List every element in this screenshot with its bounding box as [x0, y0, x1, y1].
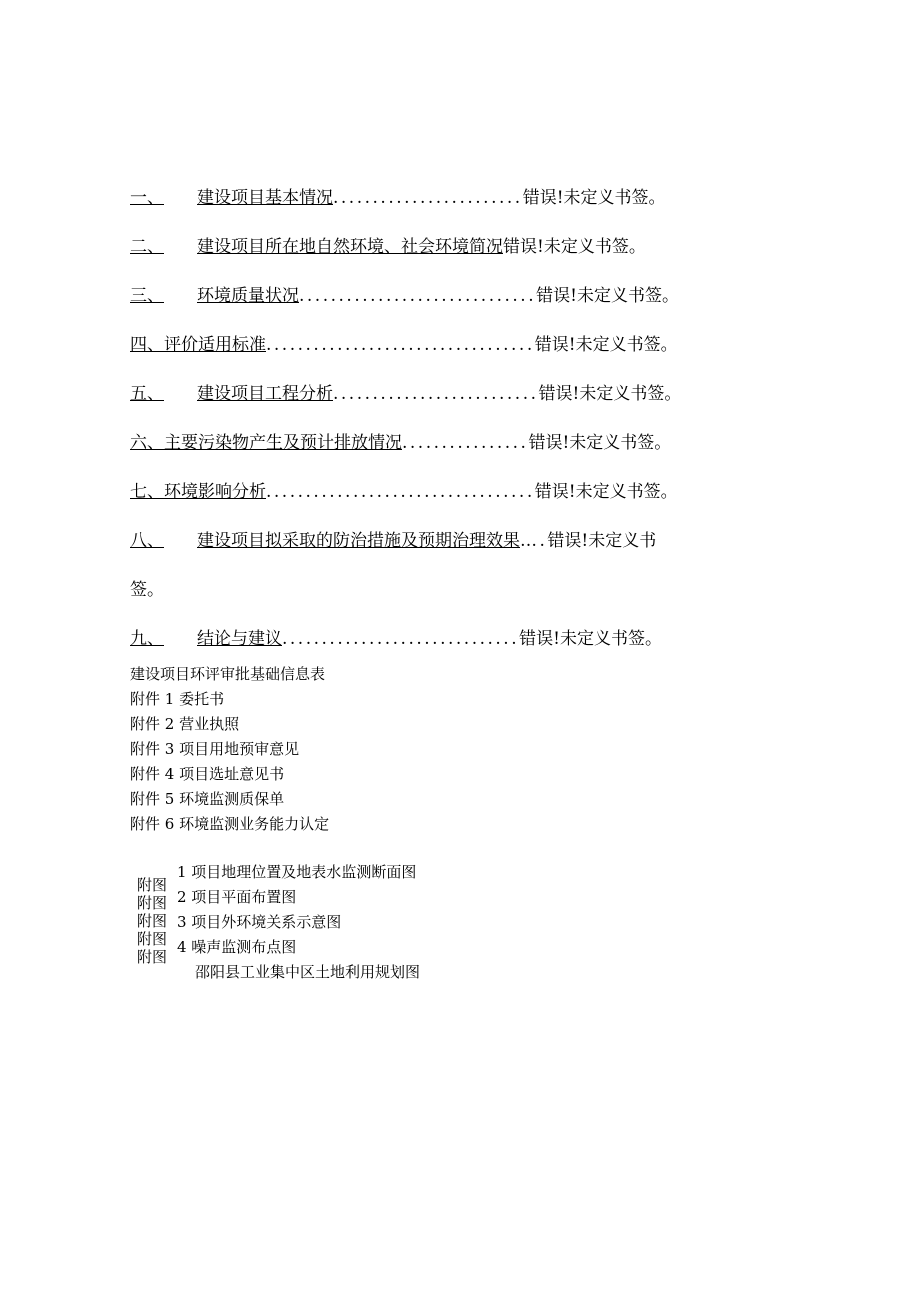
toc-page-ref: 错误!未定义书	[547, 531, 657, 551]
toc-entry-2[interactable]	[130, 232, 770, 281]
figure-item: 3 项目外环境关系示意图	[177, 913, 342, 931]
toc-title[interactable]: 结论与建议	[197, 629, 282, 649]
appendix-item: 建设项目环评审批基础信息表	[130, 665, 326, 683]
appendix-item: 附件 1 委托书	[130, 690, 225, 708]
figure-item: 4 噪声监测布点图	[177, 938, 297, 956]
toc-number: 九、	[130, 629, 164, 649]
toc-entry-4[interactable]	[130, 330, 770, 379]
table-of-contents	[130, 183, 770, 673]
toc-entry-5[interactable]	[130, 379, 770, 428]
toc-title[interactable]: 主要污染物产生及预计排放情况	[164, 433, 402, 453]
toc-number: 八、	[130, 531, 164, 551]
toc-leader: ..................................	[266, 482, 535, 502]
toc-number: 三、	[130, 286, 164, 306]
toc-leader: ..............................	[282, 629, 520, 649]
figure-label: 附图	[137, 930, 168, 948]
toc-leader: ................	[402, 433, 529, 453]
toc-number: 一、	[130, 188, 164, 208]
toc-number: 七、	[130, 482, 164, 502]
toc-title[interactable]: 建设项目工程分析	[197, 384, 333, 404]
toc-entry-8[interactable]	[130, 526, 770, 575]
toc-entry-1[interactable]	[130, 183, 770, 232]
toc-title[interactable]: 评价适用标准	[164, 335, 266, 355]
toc-title[interactable]: 环境影响分析	[164, 482, 266, 502]
toc-leader: ..........................	[333, 384, 539, 404]
toc-entry-6[interactable]	[130, 428, 770, 477]
toc-title[interactable]: 建设项目基本情况	[197, 188, 333, 208]
toc-leader: ........................	[333, 188, 523, 208]
toc-page-ref: 错误!未定义书签。	[538, 384, 682, 404]
toc-entry-3[interactable]	[130, 281, 770, 330]
toc-number: 二、	[130, 237, 164, 257]
appendix-list	[130, 662, 329, 837]
toc-title[interactable]: 环境质量状况	[197, 286, 299, 306]
toc-leader: ..................................	[266, 335, 535, 355]
toc-number: 四、	[130, 335, 164, 355]
toc-number: 五、	[130, 384, 164, 404]
figure-label: 附图	[137, 948, 168, 966]
toc-page-ref: 错误!未定义书签。	[522, 188, 666, 208]
toc-number: 六、	[130, 433, 164, 453]
appendix-item: 附件 3 项目用地预审意见	[130, 740, 300, 758]
toc-page-ref: 错误!未定义书签。	[519, 629, 662, 649]
figure-label: 附图	[137, 894, 168, 912]
appendix-item: 附件 6 环境监测业务能力认定	[130, 815, 330, 833]
toc-page-ref: 错误!未定义书签。	[528, 433, 672, 453]
toc-entry-8-continuation: 签。	[130, 580, 164, 600]
toc-page-ref: 错误!未定义书签。	[534, 335, 678, 355]
toc-leader: ….	[520, 531, 548, 551]
appendix-item: 附件 2 营业执照	[130, 715, 240, 733]
toc-page-ref: 错误!未定义书签。	[503, 237, 646, 257]
figure-item: 1 项目地理位置及地表水监测断面图	[177, 863, 417, 881]
figure-label: 附图	[137, 912, 168, 930]
figure-label: 附图	[137, 876, 168, 894]
figure-item: 邵阳县工业集中区土地利用规划图	[195, 963, 421, 981]
appendix-item: 附件 4 项目选址意见书	[130, 765, 285, 783]
toc-page-ref: 错误!未定义书签。	[536, 286, 679, 306]
toc-title[interactable]: 建设项目所在地自然环境、社会环境简况	[197, 237, 503, 257]
toc-title[interactable]: 建设项目拟采取的防治措施及预期治理效果	[197, 531, 520, 551]
toc-entry-7[interactable]	[130, 477, 770, 526]
appendix-item: 附件 5 环境监测质保单	[130, 790, 285, 808]
toc-leader: ..............................	[299, 286, 537, 306]
figure-item: 2 项目平面布置图	[177, 888, 297, 906]
toc-page-ref: 错误!未定义书签。	[534, 482, 678, 502]
